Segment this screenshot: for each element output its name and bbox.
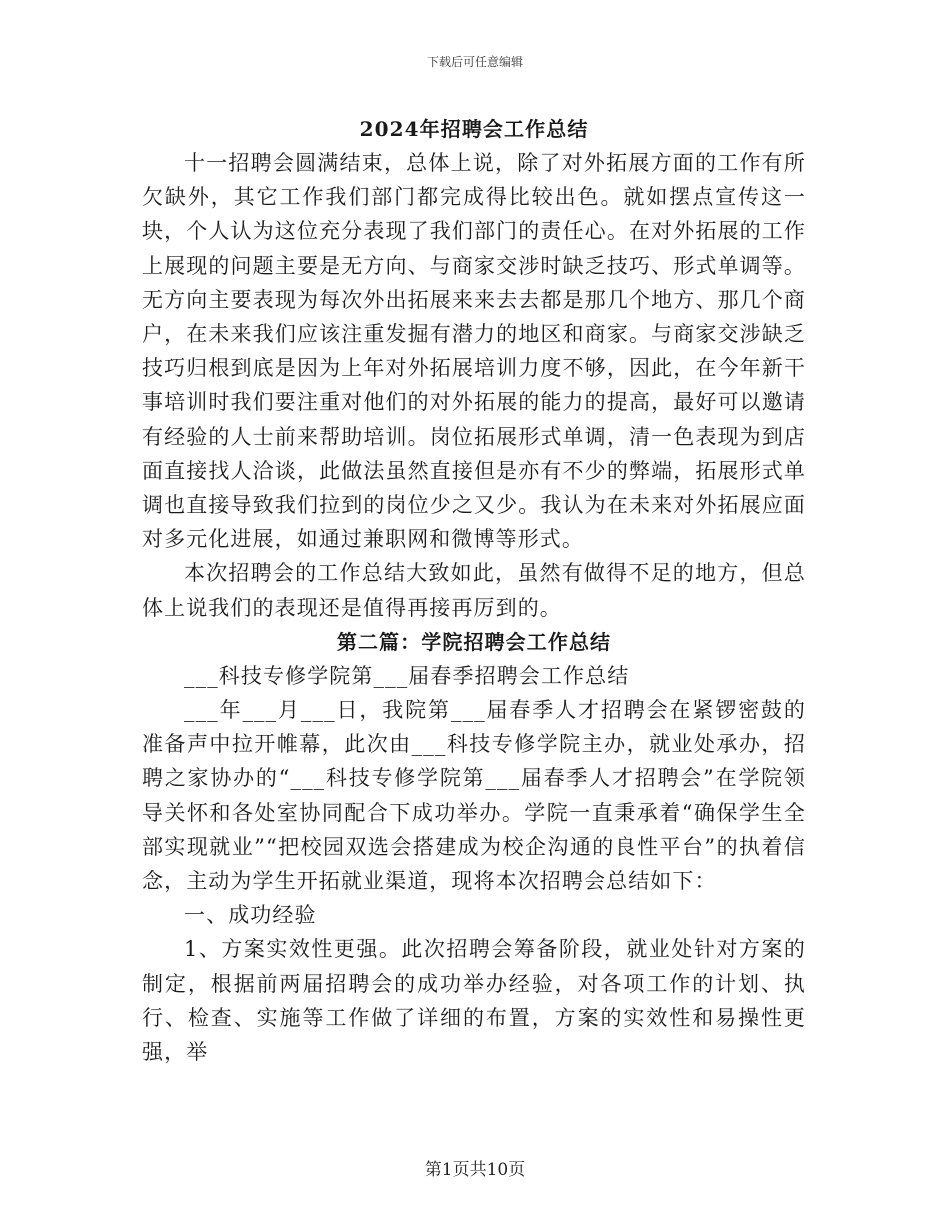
section-2-paragraph-2: 1、方案实效性更强。此次招聘会筹备阶段，就业处针对方案的制定，根据前两届招聘会的成功举办经验，对各项工作的计划、执行、检查、实施等工作做了详细的布置，方案的实效性和易操性更强，举 — [142, 937, 806, 1065]
section-2-paragraph-1: ___年___月___日，我院第___届春季人才招聘会在紧锣密鼓的准备声中拉开帷幕，此次由___科技专修学院主办，就业处承办，招聘之家协办的“___科技专修学院第___届春季人才招聘会”在学院领导关怀和各处室协同配合下成功举办。学院一直秉承着“确保学生全部实现就业”“把校园双选会搭建成为校企沟通的良性平台”的执着信念，主动为学生开拓就业渠道，现将本次招聘会总结如下： — [142, 698, 806, 894]
paragraph-2: 本次招聘会的工作总结大致如此，虽然有做得不足的地方，但总体上说我们的表现还是值得再接再厉到的。 — [142, 561, 806, 620]
paragraph-1: 十一招聘会圆满结束，总体上说，除了对外拓展方面的工作有所欠缺外，其它工作我们部门都完成得比较出色。就如摆点宣传这一块，个人认为这位充分表现了我们部门的责任心。在对外拓展的工作上展现的问题主要是无方向、与商家交涉时缺乏技巧、形式单调等。无方向主要表现为每次外出拓展来来去去都是那几个地方、那几个商户，在未来我们应该注重发掘有潜力的地区和商家。与商家交涉缺乏技巧归根到底是因为上年对外拓展培训力度不够，因此，在今年新干事培训时我们要注重对他们的对外拓展的能力的提高，最好可以邀请有经验的人士前来帮助培训。岗位拓展形式单调，清一色表现为到店面直接找人洽谈，此做法虽然直接但是亦有不少的弊端，拓展形式单调也直接导致我们拉到的岗位少之又少。我认为在未来对外拓展应面对多元化进展，如通过兼职网和微博等形式。 — [142, 151, 806, 552]
section-2-subtitle: ___科技专修学院第___届春季招聘会工作总结 — [184, 663, 630, 688]
document-title: 2024年招聘会工作总结 — [359, 117, 589, 141]
section-2-heading-success: 一、成功经验 — [184, 903, 317, 928]
section-2-title: 第二篇：学院招聘会工作总结 — [336, 629, 612, 654]
page-indicator: 第1页共10页 — [424, 1160, 526, 1180]
document-body — [142, 112, 806, 1069]
header-note: 下载后可任意编辑 — [426, 55, 523, 69]
